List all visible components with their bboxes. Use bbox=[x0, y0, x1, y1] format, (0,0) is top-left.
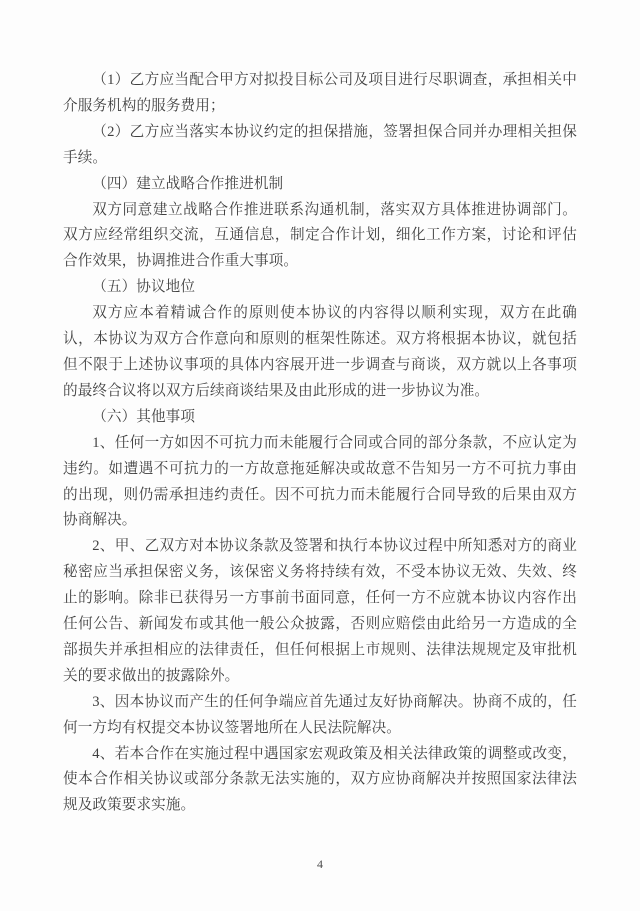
paragraph: （2）乙方应当落实本协议约定的担保措施，签署担保合同并办理相关担保手续。 bbox=[63, 123, 577, 166]
section-heading: （五）协议地位 bbox=[92, 279, 196, 296]
section-heading: （六）其他事项 bbox=[92, 408, 196, 425]
page-number: 4 bbox=[317, 857, 323, 871]
paragraph: （1）乙方应当配合甲方对拟投目标公司及项目进行尽职调查，承担相关中介服务机构的服务费用； bbox=[63, 72, 577, 114]
paragraph: 4、若本合作在实施过程中遇国家宏观政策及相关法律政策的调整或改变，使本合作相关协议或部分条款无法实施的，双方应协商解决并按照国家法律法规及政策要求实施。 bbox=[63, 745, 577, 814]
document-body bbox=[63, 68, 577, 819]
paragraph: 3、因本协议而产生的任何争端应首先通过友好协商解决。协商不成的，任何一方均有权提交本协议签署地所在人民法院解决。 bbox=[63, 693, 577, 736]
paragraph: 2、甲、乙双方对本协议条款及签署和执行本协议过程中所知悉对方的商业秘密应当承担保密义务，该保密义务将持续有效，不受本协议无效、失效、终止的影响。除非已获得另一方事前书面同意，任何一方不应就本协议内容作出任何公告、新闻发布或其他一般公众披露，否则应赔偿由此给另一方造成的全部损失并承担相应的法律责任，但任何根据上市规则、法律法规规定及审批机关的要求做出的披露除外。 bbox=[63, 538, 577, 684]
section-heading: （四）建立战略合作推进机制 bbox=[92, 175, 284, 192]
paragraph: 1、任何一方如因不可抗力而未能履行合同或合同的部分条款，不应认定为违约。如遭遇不可抗力的一方故意拖延解决或故意不告知另一方不可抗力事由的出现，则仍需承担违约责任。因不可抗力而未能履行合同导致的后果由双方协商解决。 bbox=[63, 434, 577, 529]
paragraph: 双方同意建立战略合作推进联系沟通机制，落实双方具体推进协调部门。双方应经常组织交流，互通信息，制定合作计划，细化工作方案，讨论和评估合作效果，协调推进合作重大事项。 bbox=[63, 201, 577, 270]
paragraph: 双方应本着精诚合作的原则使本协议的内容得以顺利实现，双方在此确认，本协议为双方合作意向和原则的框架性陈述。双方将根据本协议，就包括但不限于上述协议事项的具体内容展开进一步调查与商谈，双方就以上各事项的最终合议将以双方后续商谈结果及由此形成的进一步协议为准。 bbox=[63, 305, 577, 399]
